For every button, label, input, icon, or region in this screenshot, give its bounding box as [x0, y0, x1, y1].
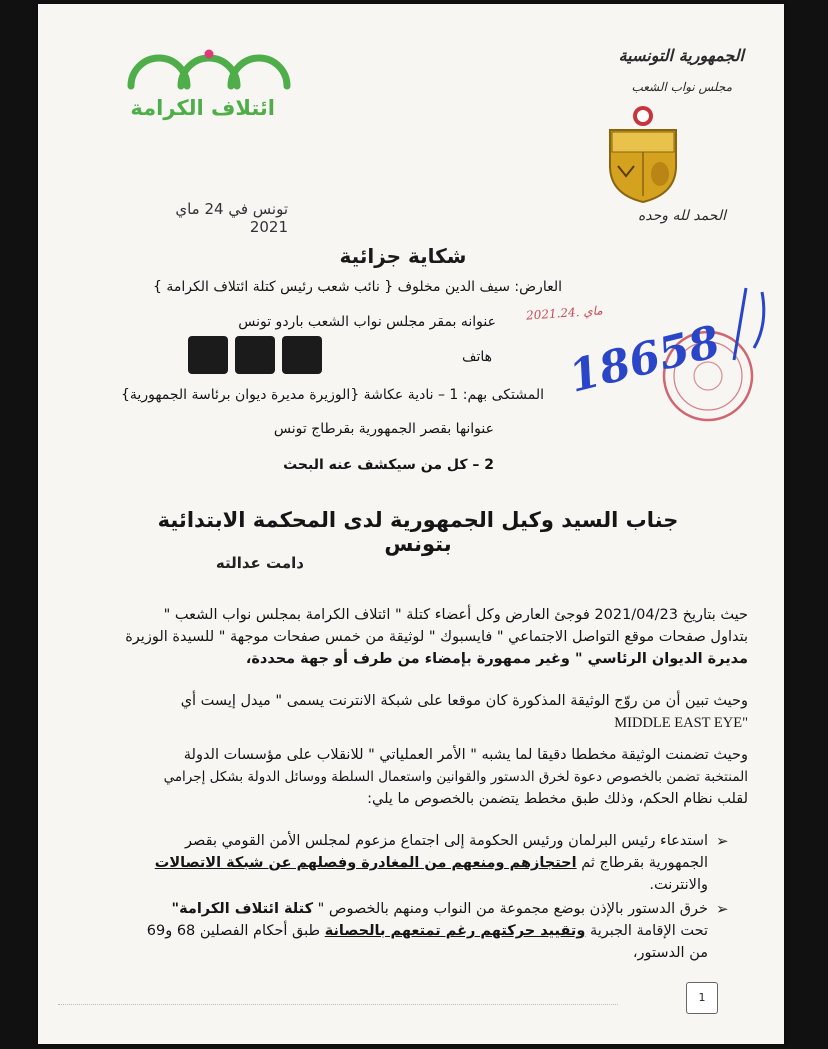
bullet-arrow-icon: ➢ — [716, 900, 729, 918]
document-title: شكاية جزائية — [339, 244, 467, 268]
bullet-2-line-2 — [108, 920, 708, 942]
page-number: 1 — [698, 991, 706, 1004]
bullet-2-line-2-text-a: تحت الإقامة الجبرية — [585, 923, 708, 939]
paragraph-1 — [108, 604, 748, 670]
stamp-date: 2021.ماي .24 — [525, 303, 604, 323]
karama-logo-rings — [123, 42, 293, 102]
paragraph-1-line-1: حيث بتاريخ 2021/04/23 فوجئ العارض وكل أعضاء كتلة " ائتلاف الكرامة بمجلس نواب الشعب " — [163, 607, 748, 623]
page-number-box — [686, 982, 718, 1014]
complainant-line: العارض: سيف الدين مخلوف { نائب شعب رئيس كتلة ائتلاف الكرامة } — [153, 279, 562, 295]
bullet-2 — [108, 898, 708, 964]
assembly-heading: مجلس نواب الشعب — [631, 80, 732, 94]
bullet-2-line-1 — [108, 898, 708, 920]
redacted-block-3 — [282, 336, 322, 374]
paragraph-3-line-3: لقلب نظام الحكم، وذلك طبق مخطط يتضمن بالخصوص ما يلي: — [367, 791, 748, 807]
bullet-1-line-1: استدعاء رئيس البرلمان ورئيس الحكومة إلى اجتماع مزعوم لمجلس الأمن القومي بقصر — [185, 833, 708, 849]
paragraph-1-line-3: مديرة الديوان الرئاسي " وغير ممهورة بإمضاء من طرف أو جهة محددة، — [245, 651, 748, 667]
footer-rule — [58, 1004, 618, 1005]
paragraph-2-line-1: وحيث تبين أن من روّج الوثيقة المذكورة كان موقعا على شبكة الانترنت يسمى " ميدل إيست أي — [180, 693, 748, 709]
karama-logo-text: ائتلاف الكرامة — [130, 96, 275, 120]
coat-of-arms-icon — [606, 104, 680, 204]
bullet-1-line-3: والانترنت. — [649, 877, 708, 893]
bullet-arrow-icon: ➢ — [716, 832, 729, 850]
defendant-line: المشتكى بهم: 1 – نادية عكاشة {الوزيرة مديرة ديوان برئاسة الجمهورية} — [121, 387, 544, 403]
reception-stamp — [525, 284, 784, 444]
redacted-block-1 — [188, 336, 228, 374]
complainant-phone-label: هاتف — [461, 349, 492, 365]
bullet-1-line-2-text: الجمهورية بقرطاج ثم — [576, 855, 708, 871]
stamp-number: 18658 — [564, 316, 725, 403]
defendant-address: عنوانها بقصر الجمهورية بقرطاج تونس — [273, 421, 494, 437]
bullet-2-emphasis: وتقييد حركتهم رغم تمتعهم بالحصانة — [324, 923, 586, 939]
paragraph-2-line-2: "MIDDLE EAST EYE — [614, 715, 748, 731]
paragraph-1-line-2: بتداول صفحات موقع التواصل الاجتماعي " فايسبوك " لوثيقة من خمس صفحات موجهة " للسيدة الوزيرة — [125, 629, 748, 645]
defendant-others: 2 – كل من سيكشف عنه البحث — [283, 457, 494, 473]
addressee-heading: جناب السيد وكيل الجمهورية لدى المحكمة الابتدائية بتونس — [157, 508, 679, 556]
bullet-2-line-2-text-b: طبق أحكام الفصلين 68 و69 — [146, 923, 325, 939]
bullet-2-line-3: من الدستور، — [632, 945, 708, 961]
redacted-block-2 — [235, 336, 275, 374]
paragraph-2 — [108, 690, 748, 734]
document-page — [38, 4, 784, 1044]
paragraph-3 — [108, 744, 748, 810]
bullet-2-party-name: كتلة ائتلاف الكرامة" — [171, 901, 314, 917]
paragraph-3-line-2: المنتخبة تضمن بالخصوص دعوة لخرق الدستور والقوانين واستعمال السلطة ووسائل الدولة بشكل إجرامي — [163, 769, 748, 785]
bullet-1-line-2 — [108, 852, 708, 874]
republic-heading: الجمهورية التونسية — [618, 46, 744, 65]
bullet-1-emphasis: احتجازهم ومنعهم من المغادرة وفصلهم عن شبكة الاتصالات — [154, 855, 577, 871]
bullet-2-line-1-text: خرق الدستور بالإذن بوضع مجموعة من النواب ومنهم بالخصوص " — [313, 901, 708, 917]
bullet-1 — [108, 830, 708, 896]
paragraph-3-line-1: وحيث تضمنت الوثيقة مخططا دقيقا لما يشبه " الأمر العملياتي " للانقلاب على مؤسسات الدولة — [183, 747, 748, 763]
salutation: دامت عدالته — [215, 554, 304, 572]
document-date: تونس في 24 ماي 2021 — [175, 200, 288, 236]
complainant-address: عنوانه بمقر مجلس نواب الشعب باردو تونس — [238, 314, 496, 330]
praise-line: الحمد لله وحده — [637, 208, 726, 224]
karama-logo — [123, 42, 293, 132]
